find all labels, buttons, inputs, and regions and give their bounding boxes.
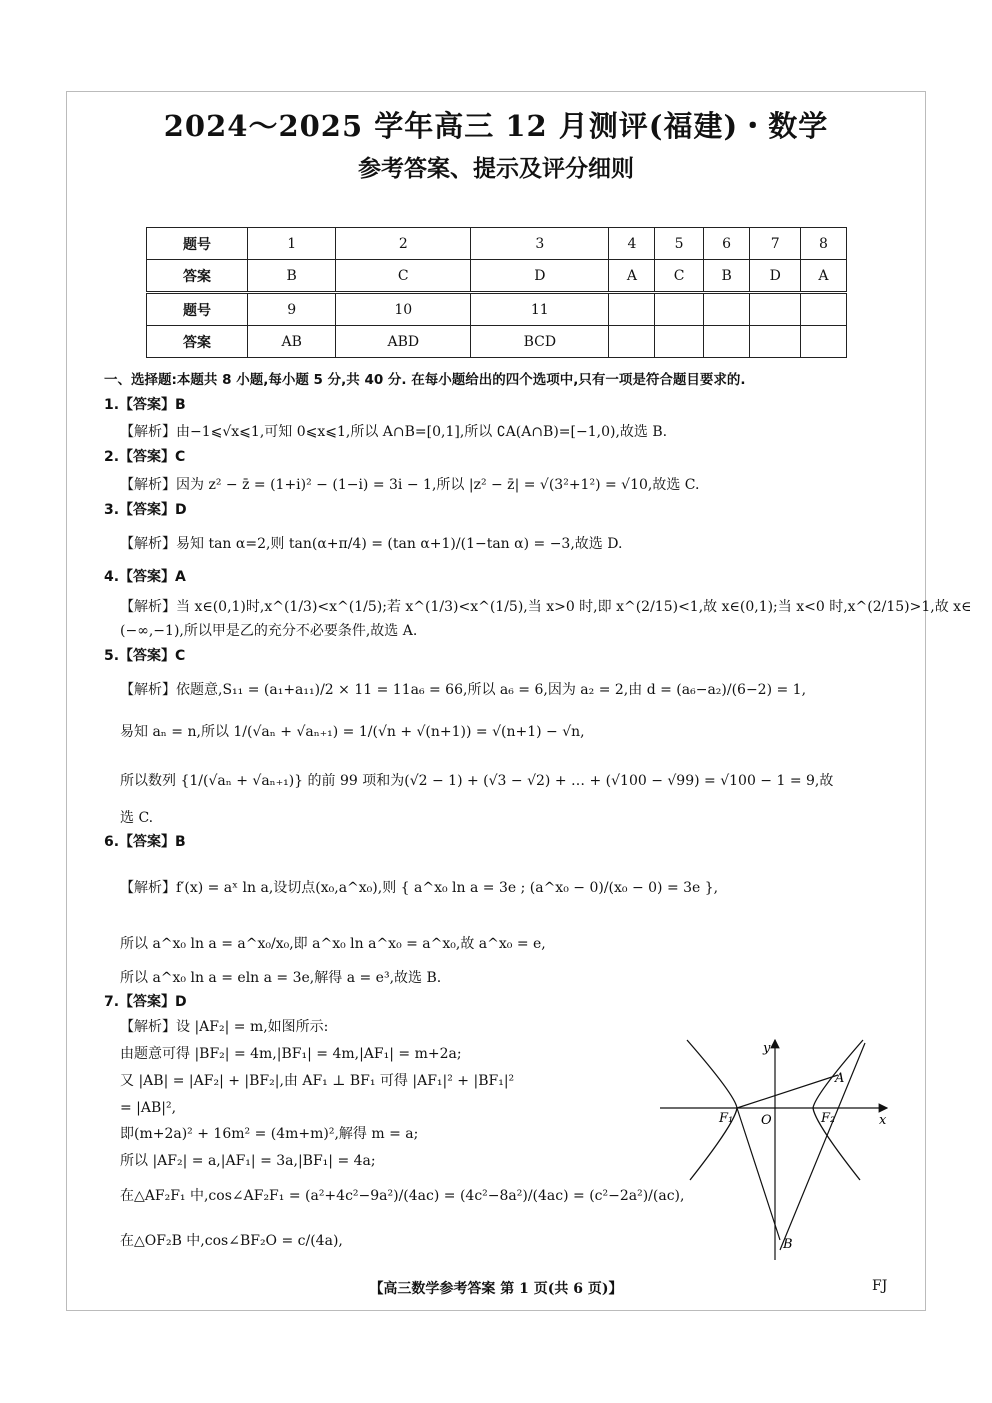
answer-line: 5.【答案】C [104,648,186,664]
table-cell: 2 [336,228,471,260]
table-cell [800,326,846,358]
table-cell: 10 [336,293,471,326]
solution-line: 在△OF₂B 中,cos∠BF₂O = c/(4a), [120,1233,343,1249]
answer-table [146,227,847,358]
solution-line: 由题意可得 |BF₂| = 4m,|BF₁| = 4m,|AF₁| = m+2a; [120,1046,462,1062]
table-row [147,260,847,293]
table-cell [609,326,655,358]
table-cell [609,293,655,326]
answer-line: 4.【答案】A [104,569,186,585]
solution-line: 所以 |AF₂| = a,|AF₁| = 3a,|BF₁| = 4a; [120,1153,376,1169]
table-cell: B [703,260,750,293]
table-cell [800,293,846,326]
page-footer: 【高三数学参考答案 第 1 页(共 6 页)】 [369,1281,623,1297]
solution-line: 【解析】设 |AF₂| = m,如图所示: [120,1019,329,1035]
f2-label: F₂ [821,1111,836,1126]
page-title: 2024～2025 学年高三 12 月测评(福建)・数学 [163,109,829,143]
table-cell: 9 [248,293,336,326]
table-row [147,228,847,260]
section-heading: 一、选择题:本题共 8 小题,每小题 5 分,共 40 分. 在每小题给出的四个选项中,只有一项是符合题目要求的. [104,372,746,388]
table-cell: 11 [471,293,609,326]
table-cell: 题号 [147,228,248,260]
line-a-b [780,1043,865,1250]
solution-line: 所以 a^x₀ ln a = eln a = 3e,解得 a = e³,故选 B. [120,970,442,986]
table-cell: 7 [750,228,801,260]
solution-line: 【解析】易知 tan α=2,则 tan(α+π/4) = (tan α+1)/(1−tan α) = −3,故选 D. [120,536,623,552]
table-cell: B [248,260,336,293]
solution-line: (−∞,−1),所以甲是乙的充分不必要条件,故选 A. [120,623,418,639]
origin-label: O [761,1113,772,1128]
solution-line: 【解析】f′(x) = aˣ ln a,设切点(x₀,a^x₀),则 { a^x₀ ln a = 3e ; (a^x₀ − 0)/(x₀ − 0) = 3e }, [120,880,719,896]
solution-line: 【解析】因为 z² − z̄ = (1+i)² − (1−i) = 3i − 1,所以 |z² − z̄| = √(3²+1²) = √10,故选 C. [120,477,700,493]
solution-line: 【解析】由−1⩽√x⩽1,可知 0⩽x⩽1,所以 A∩B=[0,1],所以 ∁A(A∩B)=[−1,0),故选 B. [120,424,668,440]
table-cell: 8 [800,228,846,260]
page-subtitle: 参考答案、提示及评分细则 [358,155,634,182]
table-cell: C [336,260,471,293]
hyperbola-figure [655,1035,895,1265]
table-cell: D [750,260,801,293]
table-row [147,293,847,326]
answer-line: 1.【答案】B [104,397,186,413]
table-cell: D [471,260,609,293]
solution-line: 在△AF₂F₁ 中,cos∠AF₂F₁ = (a²+4c²−9a²)/(4ac) = (4c²−8a²)/(4ac) = (c²−2a²)/(ac), [120,1188,685,1204]
table-cell: 5 [655,228,703,260]
table-cell: A [609,260,655,293]
point-b-label: B [783,1237,793,1252]
table-cell: BCD [471,326,609,358]
table-cell: 1 [248,228,336,260]
solution-line: 选 C. [120,810,154,826]
table-cell: C [655,260,703,293]
table-cell: 4 [609,228,655,260]
solution-line: 所以数列 {1/(√aₙ + √aₙ₊₁)} 的前 99 项和为(√2 − 1) + (√3 − √2) + … + (√100 − √99) = √100 − 1 = 9,故 [120,773,834,789]
table-cell: 3 [471,228,609,260]
table-cell [703,326,750,358]
f1-label: F₁ [719,1111,734,1126]
x-label: x [879,1113,887,1128]
table-cell: AB [248,326,336,358]
answer-line: 2.【答案】C [104,449,186,465]
table-cell [750,326,801,358]
table-cell [703,293,750,326]
table-cell [655,326,703,358]
solution-line: 易知 aₙ = n,所以 1/(√aₙ + √aₙ₊₁) = 1/(√n + √(n+1)) = √(n+1) − √n, [120,724,585,740]
table-cell: ABD [336,326,471,358]
table-cell: 答案 [147,326,248,358]
answer-line: 6.【答案】B [104,834,186,850]
solution-line: 即(m+2a)² + 16m² = (4m+m)²,解得 m = a; [120,1126,419,1142]
line-f1-b [737,1108,780,1240]
table-cell: A [800,260,846,293]
table-cell [750,293,801,326]
table-cell [655,293,703,326]
line-f1-a [737,1075,838,1108]
table-cell: 6 [703,228,750,260]
table-row [147,326,847,358]
solution-line: = |AB|², [120,1100,177,1116]
solution-line: 【解析】依题意,S₁₁ = (a₁+a₁₁)/2 × 11 = 11a₆ = 66,所以 a₆ = 6,因为 a₂ = 2,由 d = (a₆−a₂)/(6−2) = 1, [120,682,807,698]
region-code: FJ [872,1278,888,1294]
answer-line: 3.【答案】D [104,502,187,518]
solution-line: 又 |AB| = |AF₂| + |BF₂|,由 AF₁ ⊥ BF₁ 可得 |AF₁|² + |BF₁|² [120,1073,515,1089]
hyperbola-left-branch [687,1040,737,1180]
point-a-label: A [835,1071,845,1086]
table-cell: 题号 [147,293,248,326]
table-cell: 答案 [147,260,248,293]
answer-line: 7.【答案】D [104,994,187,1010]
solution-line: 所以 a^x₀ ln a = a^x₀/x₀,即 a^x₀ ln a^x₀ = a^x₀,故 a^x₀ = e, [120,936,546,952]
solution-line: 【解析】当 x∈(0,1)时,x^(1/3)<x^(1/5);若 x^(1/3)<x^(1/5),当 x>0 时,即 x^(2/15)<1,故 x∈(0,1);当 x<0 时,x^(2/15)>1,故 x∈ [120,599,972,615]
y-label: y [763,1041,771,1056]
